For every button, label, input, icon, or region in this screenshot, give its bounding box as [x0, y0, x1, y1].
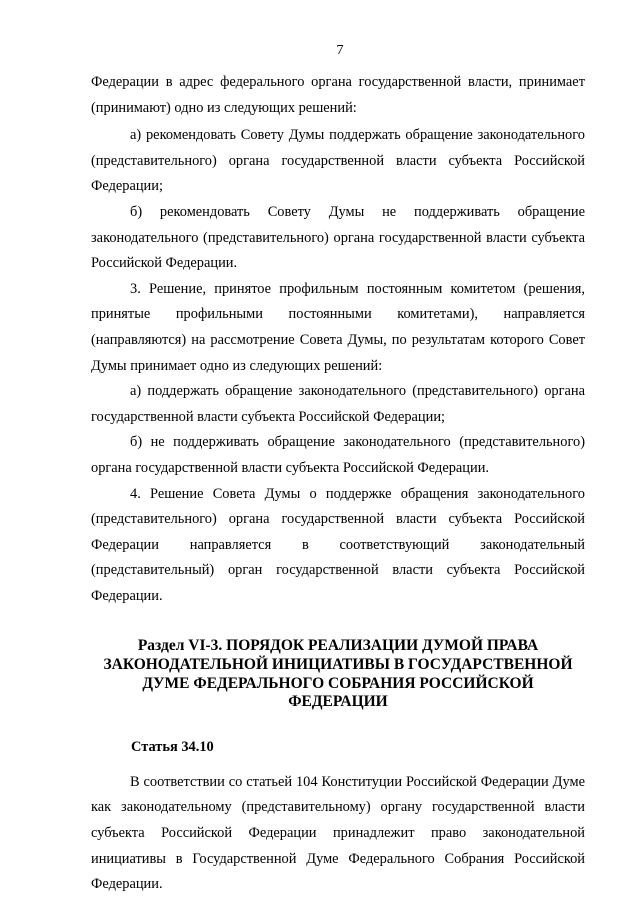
page-number: 7	[336, 43, 344, 58]
section-title	[91, 637, 585, 711]
paragraph-item-a1: а) рекомендовать Совету Думы поддержать обращение законодательного (представительного) органа государственной власти субъекта Российской Федерации;	[91, 127, 585, 195]
article-title: Статья 34.10	[131, 738, 214, 755]
section-title-line-3: ДУМЕ ФЕДЕРАЛЬНОГО СОБРАНИЯ РОССИЙСКОЙ ФЕДЕРАЦИИ	[142, 674, 534, 711]
section-title-line-1: Раздел VI-3. ПОРЯДОК РЕАЛИЗАЦИИ ДУМОЙ ПРАВА	[137, 637, 539, 655]
section-title-line-2: ЗАКОНОДАТЕЛЬНОЙ ИНИЦИАТИВЫ В ГОСУДАРСТВЕННОЙ	[103, 656, 573, 674]
paragraph-item-b2: б) не поддерживать обращение законодательного (представительного) органа государственной власти субъекта Российской Федерации.	[91, 434, 585, 476]
paragraph-item-a2: а) поддержать обращение законодательного (представительного) органа государственной власти субъекта Российской Федерации;	[91, 383, 585, 425]
paragraph-item-b1: б) рекомендовать Совету Думы не поддерживать обращение законодательного (представительного) органа государственной власти субъекта Российской Федерации.	[91, 203, 585, 272]
paragraph-point-4: 4. Решение Совета Думы о поддержке обращения законодательного (представительного) органа государственной власти субъекта Российской Федерации направляется в соответствующий законодательный (представительный) орган государственной власти субъекта Российской Федерации.	[91, 485, 585, 604]
paragraph-point-3: 3. Решение, принятое профильным постоянным комитетом (решения, принятые профильными постоянными комитетами), направляется (направляются) на рассмотрение Совета Думы, по результатам которого Совет Думы принимает одно из следующих решений:	[91, 280, 585, 374]
article-text: В соответствии со статьей 104 Конституции Российской Федерации Думе как законодательному (представительному) органу государственной власти субъекта Российской Федерации принадлежит право законодательной инициативы в Государственной Думе Федерального Собрания Российской Федерации.	[91, 773, 585, 893]
document-body	[91, 70, 585, 898]
paragraph-intro: Федерации в адрес федерального органа государственной власти, принимает (принимают) одно из следующих решений:	[91, 74, 585, 116]
